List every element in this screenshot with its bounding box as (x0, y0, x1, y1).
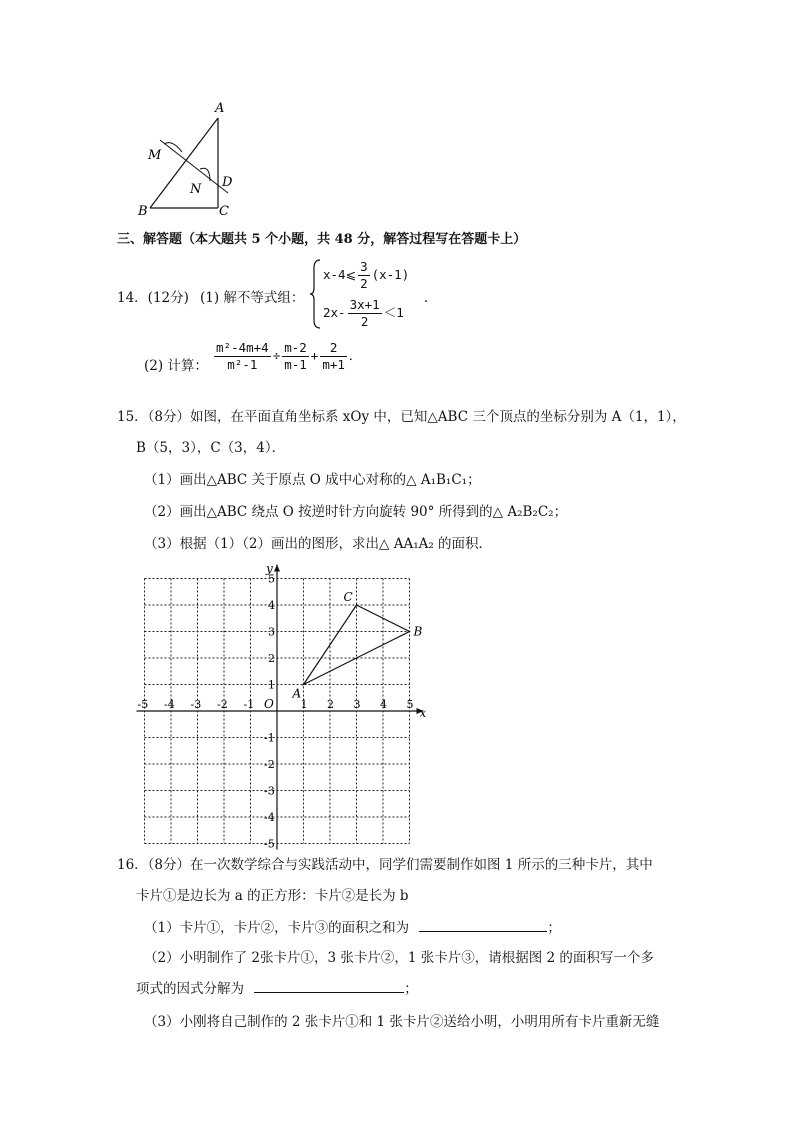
question-16-line1: 16．（8分）在一次数学综合与实践活动中，同学们需要制作如图 1 所示的三种卡片，其中 (117, 857, 653, 873)
point-label-a: A (292, 686, 302, 701)
inequality-1-lhs: x-4⩽ (323, 267, 357, 282)
x-tick-label: 1 (300, 698, 308, 711)
plus-sign: + (310, 348, 319, 363)
inequality-1 (323, 259, 409, 292)
x-tick-label: 5 (406, 698, 414, 711)
y-tick-label: 5 (268, 572, 275, 586)
triangle-construction-figure (130, 95, 270, 220)
y-tick-label: -4 (264, 811, 275, 824)
question-16-item2-end: ； (404, 981, 418, 997)
y-tick-label: -3 (264, 784, 275, 798)
question-14-part2-label: (2) 计算： (144, 358, 208, 374)
fraction-denominator: m²-1 (227, 357, 258, 372)
fraction-numerator: 3x+1 (349, 297, 380, 312)
question-16-item2: （2）小明制作了 2张卡片①，3 张卡片②，1 张卡片③，请根据图 2 的面积写一个多 (144, 950, 654, 966)
question-15-item3: （3）根据（1）（2）画出的图形，求出△ AA₁A₂ 的面积． (144, 536, 493, 552)
label-n: N (190, 182, 202, 197)
point-label-c: C (343, 590, 353, 604)
calculation-expression (212, 340, 361, 373)
fraction-numerator: m²-4m+4 (216, 340, 269, 355)
coordinate-grid-chart (130, 548, 440, 851)
label-a: A (215, 101, 225, 116)
label-m: M (148, 148, 162, 163)
origin-label: O (264, 697, 274, 711)
fraction-numerator: 3 (360, 259, 368, 274)
question-16-item2-cont-text: 项式的因式分解为 (136, 981, 244, 997)
x-tick-label: 4 (380, 698, 387, 711)
inequality-1-fraction (358, 259, 370, 292)
calc-end: ． (348, 348, 362, 363)
y-tick-label: 1 (268, 678, 275, 692)
fraction-denominator: 2 (360, 314, 369, 329)
question-16-item1-end: ； (547, 920, 561, 936)
inequality-system-brace (310, 258, 322, 330)
fraction-numerator: m-2 (284, 340, 307, 355)
answer-blank-1[interactable] (419, 919, 547, 932)
question-15-line2: B（5，3），C（3，4）． (136, 440, 286, 456)
question-15-item2: （2）画出△ABC 绕点 O 按逆时针方向旋转 90° 所得到的△ A₂B₂C₂； (144, 504, 568, 520)
fraction-denominator: 2 (360, 276, 368, 291)
y-tick-label: 2 (268, 652, 275, 665)
question-14-number: 14．(12分) (117, 290, 189, 306)
division-sign: ÷ (272, 348, 281, 363)
x-tick-label: 2 (327, 698, 334, 711)
section-3-header: 三、解答题（本大题共 5 个小题，共 48 分，解答过程写在答题卡上） (117, 232, 527, 247)
question-16-line2: 卡片①是边长为 a 的正方形：卡片②是长为 b (136, 888, 409, 904)
y-axis-label: y (266, 561, 273, 576)
label-c: C (219, 204, 229, 219)
inequality-2 (323, 297, 404, 330)
calc-fraction-1 (214, 340, 271, 373)
inequality-2-rhs: ＜1 (383, 305, 404, 320)
fraction-numerator: 2 (320, 340, 347, 357)
x-tick-label: 3 (353, 698, 361, 711)
y-tick-label: 4 (268, 599, 275, 612)
y-tick-label: 3 (268, 625, 275, 639)
inequality-2-lhs: 2x- (323, 305, 346, 320)
inequality-1-rhs: (x-1) (371, 267, 410, 282)
question-16-item1 (144, 916, 561, 936)
calc-fraction-3 (320, 340, 347, 373)
x-tick-label: -4 (164, 698, 175, 711)
x-tick-label: -5 (137, 698, 149, 711)
question-14-part1-label: (1) 解不等式组： (200, 290, 305, 306)
point-label-b: B (413, 624, 423, 639)
triangle-abc (304, 605, 410, 685)
question-16-item3: （3）小刚将自己制作的 2 张卡片①和 1 张卡片②送给小明，小明用所有卡片重新无缝 (144, 1014, 660, 1030)
answer-blank-2[interactable] (254, 980, 404, 993)
x-axis-label: x (419, 706, 427, 720)
fraction-denominator: m-1 (284, 357, 307, 372)
label-d: D (222, 175, 233, 190)
y-tick-label: -5 (264, 837, 275, 851)
x-tick-label: -3 (190, 698, 202, 711)
calc-fraction-2 (282, 340, 309, 373)
question-15-line1: 15．（8分）如图，在平面直角坐标系 xOy 中，已知△ABC 三个顶点的坐标分别为 A（1，1）， (117, 409, 686, 425)
y-tick-label: -2 (264, 758, 275, 771)
x-tick-label: -2 (217, 698, 228, 711)
x-tick-label: -1 (243, 698, 255, 711)
fraction-denominator: m+1 (322, 357, 345, 372)
y-axis-arrow (274, 565, 280, 572)
question-14-part1-end: ． (424, 290, 438, 306)
y-tick-label: -1 (264, 731, 275, 745)
triangle-side-ab (150, 118, 218, 208)
label-b: B (138, 204, 148, 219)
question-15-item1: （1）画出△ABC 关于原点 O 成中心对称的△ A₁B₁C₁； (144, 472, 481, 488)
inequality-2-fraction (348, 297, 382, 330)
question-16-item2-cont (136, 977, 418, 997)
question-16-item1-text: （1）卡片①，卡片②，卡片③的面积之和为 (144, 920, 410, 936)
